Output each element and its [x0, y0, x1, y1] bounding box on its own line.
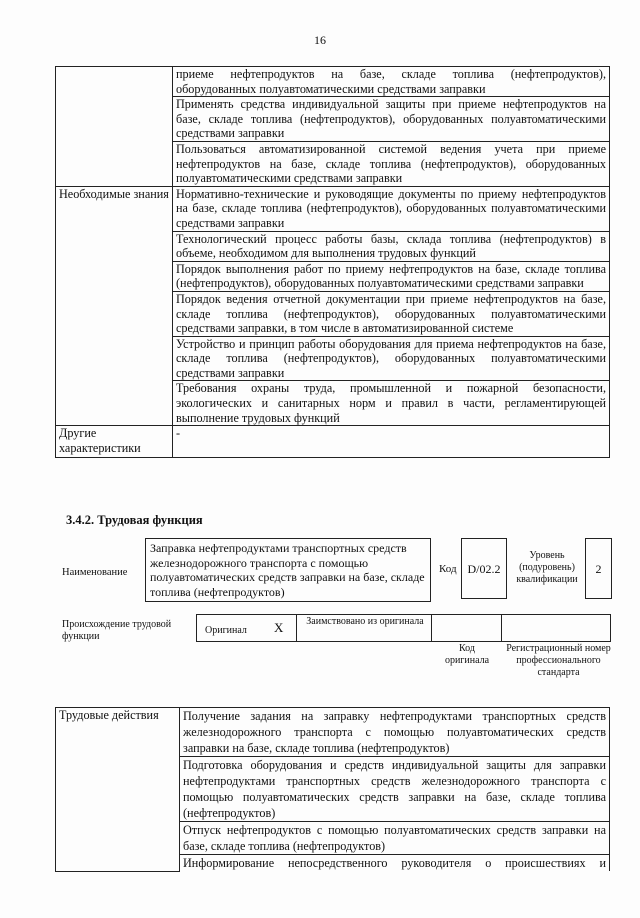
table-cell: приеме нефтепродуктов на базе, складе топлива (нефтепродуктов), оборудованных полуавтоматическими средствами заправки: [173, 67, 610, 97]
table-cell: Порядок ведения отчетной документации при приеме нефтепродуктов на базе, складе топлива (нефтепродуктов), оборудованных полуавтоматическими средствами заправки, в том числе в автоматизированной системе: [173, 291, 610, 336]
divider: [296, 614, 297, 642]
table-cell: Устройство и принцип работы оборудования для приема нефтепродуктов на базе, складе топлива (нефтепродуктов), оборудованных полуавтоматическими средствами заправки: [173, 336, 610, 381]
borrowed-label: Заимствовано из оригинала: [306, 616, 424, 627]
original-label: Оригинал: [205, 625, 247, 636]
origin-label: Происхождение трудовой функции: [62, 619, 172, 642]
skills-knowledge-table: [55, 66, 610, 458]
table-row: [56, 186, 610, 231]
reg-number-label: Регистрационный номер профессионального стандарта: [506, 643, 611, 678]
table-cell: Нормативно-технические и руководящие документы по приему нефтепродуктов на базе, складе топлива (нефтепродуктов), оборудованных полуавтоматическими средствами заправки: [173, 186, 610, 231]
table-cell: Технологический процесс работы базы, склада топлива (нефтепродуктов) в объеме, необходимом для выполнения трудовых функций: [173, 231, 610, 261]
table-cell: Информирование непосредственного руководителя о происшествиях и: [180, 855, 610, 872]
table-cell: Отпуск нефтепродуктов с помощью полуавтоматических средств заправки на базе, складе топлива (нефтепродуктов): [180, 822, 610, 855]
table-row: [56, 67, 610, 97]
table-cell: Порядок выполнения работ по приему нефтепродуктов на базе, складе топлива (нефтепродуктов), оборудованных полуавтоматическими средствами заправки: [173, 261, 610, 291]
original-mark: X: [274, 620, 284, 635]
level-label: Уровень (подуровень) квалификации: [516, 550, 578, 585]
row-label-actions: Трудовые действия: [56, 708, 180, 872]
table-row: [56, 708, 610, 757]
function-code: D/02.2: [461, 538, 507, 599]
code-label: Код: [439, 563, 457, 575]
table-row: [56, 426, 610, 458]
table-cell: Подготовка оборудования и средств индивидуальной защиты для заправки нефтепродуктами транспортных средств железнодорожного транспорта с помощью полуавтоматических средств заправки на базе, складе топлива (нефтепродуктов): [180, 757, 610, 822]
table-cell: Требования охраны труда, промышленной и пожарной безопасности, экологических и санитарных норм и правил в части, регламентирующей выполнение трудовых функций: [173, 381, 610, 426]
code-original-label: Код оригинала: [444, 643, 490, 666]
table-cell: -: [173, 426, 610, 458]
function-name: Заправка нефтепродуктами транспортных средств железнодорожного транспорта с помощью полуавтоматических средств заправки на базе, складе топлива (нефтепродуктов): [145, 538, 431, 602]
divider: [431, 614, 432, 642]
row-label-knowledge: Необходимые знания: [56, 186, 173, 426]
section-heading: 3.4.2. Трудовая функция: [66, 513, 203, 527]
table-cell: Пользоваться автоматизированной системой ведения учета при приеме нефтепродуктов на базе, складе топлива (нефтепродуктов), оборудованных полуавтоматическими средствами заправки: [173, 141, 610, 186]
qualification-level: 2: [585, 538, 612, 599]
labor-actions-table: [55, 707, 610, 872]
table-cell: Получение задания на заправку нефтепродуктами транспортных средств железнодорожного транспорта с помощью полуавтоматических средств заправки на базе, складе топлива (нефтепродуктов): [180, 708, 610, 757]
page-number: 16: [314, 33, 326, 47]
table-cell: Применять средства индивидуальной защиты при приеме нефтепродуктов на базе, складе топлива (нефтепродуктов), оборудованных полуавтоматическими средствами заправки: [173, 97, 610, 142]
row-label-other: Другие характеристики: [56, 426, 173, 458]
divider: [501, 614, 502, 642]
name-label: Наименование: [62, 567, 128, 578]
row-label: [56, 67, 173, 187]
